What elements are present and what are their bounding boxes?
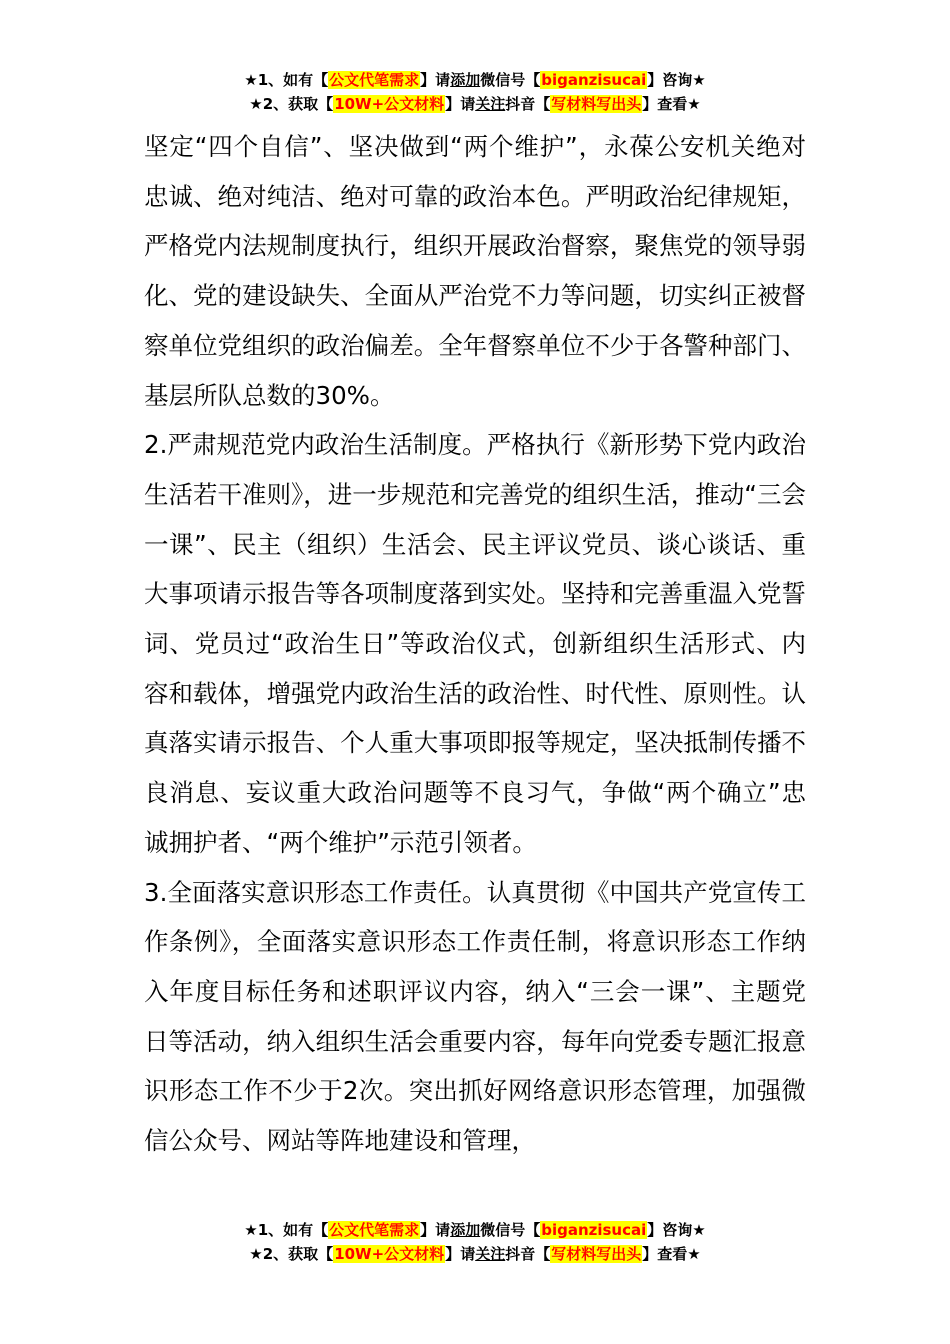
banner-text: 】查看★ (642, 95, 701, 113)
banner-text: ★1、如有【 (244, 71, 329, 89)
underlined-text: 添加 (450, 71, 481, 89)
highlight-text: 公文代笔需求 (329, 1221, 420, 1239)
banner-text: 】咨询★ (647, 71, 706, 89)
highlight-text: 公文代笔需求 (329, 71, 420, 89)
banner-text: ★2、获取【 (249, 1245, 334, 1263)
underlined-text: 关注 (475, 1245, 506, 1263)
banner-text: 】请 (445, 1245, 476, 1263)
banner-text: ★2、获取【 (249, 95, 334, 113)
banner-text: 】请 (445, 95, 476, 113)
banner-line-1 (0, 1218, 950, 1242)
document-body (144, 122, 806, 1166)
highlight-text: 10W+公文材料 (334, 95, 445, 113)
banner-text: 微信号【 (480, 71, 541, 89)
banner-text: 】咨询★ (647, 1221, 706, 1239)
footer-banner (0, 1218, 950, 1266)
paragraph: 3.全面落实意识形态工作责任。认真贯彻《中国共产党宣传工作条例》，全面落实意识形态工作责任制，将意识形态工作纳入年度目标任务和述职评议内容，纳入“三会一课”、主题党日等活动，纳入组织生活会重要内容，每年向党委专题汇报意识形态工作不少于2次。突出抓好网络意识形态管理，加强微信公众号、网站等阵地建设和管理， (144, 877, 806, 1156)
douyin-id-highlight: 写材料写出头 (551, 95, 642, 113)
paragraph: 坚定“四个自信”、坚决做到“两个维护”，永葆公安机关绝对忠诚、绝对纯洁、绝对可靠的政治本色。严明政治纪律规矩，严格党内法规制度执行，组织开展政治督察，聚焦党的领导弱化、党的建设缺失、全面从严治党不力等问题，切实纠正被督察单位党组织的政治偏差。全年督察单位不少于各警种部门、基层所队总数的30%。 (144, 132, 806, 410)
banner-text: ★1、如有【 (244, 1221, 329, 1239)
underlined-text: 添加 (450, 1221, 481, 1239)
banner-text: 抖音【 (505, 1245, 551, 1263)
banner-line-1 (0, 68, 950, 92)
paragraph: 2.严肃规范党内政治生活制度。严格执行《新形势下党内政治生活若干准则》，进一步规范和完善党的组织生活，推动“三会一课”、民主（组织）生活会、民主评议党员、谈心谈话、重大事项请示报告等各项制度落到实处。坚持和完善重温入党誓词、党员过“政治生日”等政治仪式，创新组织生活形式、内容和载体，增强党内政治生活的政治性、时代性、原则性。认真落实请示报告、个人重大事项即报等规定，坚决抵制传播不良消息、妄议重大政治问题等不良习气，争做“两个确立”忠诚拥护者、“两个维护”示范引领者。 (144, 430, 806, 857)
header-banner (0, 68, 950, 116)
banner-text: 抖音【 (505, 95, 551, 113)
banner-line-2 (0, 92, 950, 116)
wechat-id-highlight: biganzisucai (541, 1221, 647, 1239)
highlight-text: 10W+公文材料 (334, 1245, 445, 1263)
banner-line-2 (0, 1242, 950, 1266)
banner-text: 】请 (420, 71, 451, 89)
douyin-id-highlight: 写材料写出头 (551, 1245, 642, 1263)
banner-text: 】请 (420, 1221, 451, 1239)
wechat-id-highlight: biganzisucai (541, 71, 647, 89)
banner-text: 微信号【 (480, 1221, 541, 1239)
underlined-text: 关注 (475, 95, 506, 113)
banner-text: 】查看★ (642, 1245, 701, 1263)
